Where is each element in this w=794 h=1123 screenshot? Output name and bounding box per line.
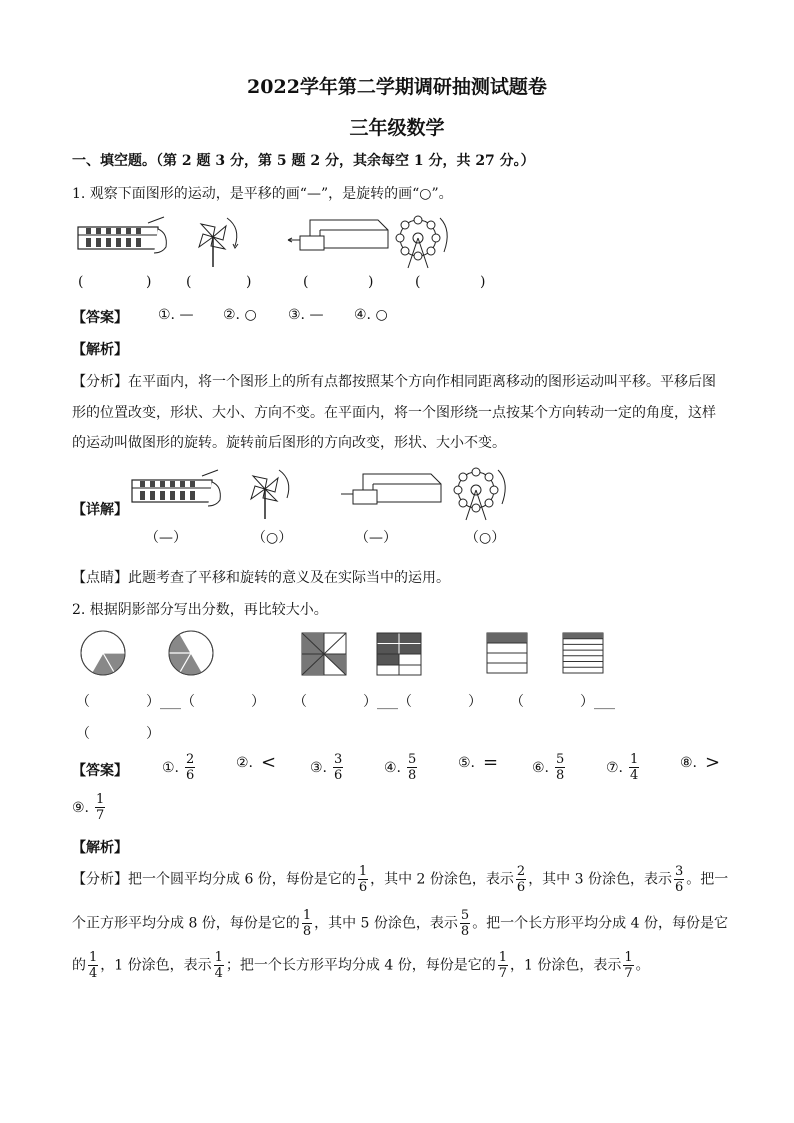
numerator: 2 <box>186 752 195 767</box>
numerator: 1 <box>96 792 105 807</box>
page-title: 2022学年第二学期调研抽测试题卷 <box>247 76 547 98</box>
q1-blank-1-open: ( <box>78 274 84 290</box>
answer-number: ④. <box>384 759 402 776</box>
rect-fraction-1-7 <box>563 633 603 673</box>
denominator: 8 <box>556 768 565 783</box>
denominator: 7 <box>96 808 105 823</box>
q2-answer-label: 【答案】 <box>72 763 128 779</box>
q2-answer-4 <box>384 752 419 783</box>
q1-blank-2-open: ( <box>186 274 192 290</box>
numerator: 5 <box>408 752 417 767</box>
question-2-text: 2. 根据阴影部分写出分数，再比较大小。 <box>72 602 328 618</box>
numerator: 1 <box>630 752 639 767</box>
q1-dianjing: 【点睛】此题考查了平移和旋转的意义及在实际当中的运用。 <box>72 570 450 586</box>
q2-answer-5 <box>458 752 498 773</box>
section-heading: 一、填空题。（第 2 题 3 分，第 5 题 2 分，其余每空 1 分，共 27 分。） <box>72 153 535 169</box>
square-fraction-5-8-triangles <box>302 633 346 675</box>
denominator: 6 <box>334 768 343 783</box>
answer-number: ⑥. <box>532 759 550 776</box>
ferris-wheel-figure-detail <box>448 464 518 524</box>
q1-analysis-label: 【解析】 <box>72 342 128 358</box>
answer-number: ①. <box>162 759 180 776</box>
denominator: 6 <box>186 768 195 783</box>
fraction-3-6 <box>674 864 684 895</box>
circle-fraction-2-6 <box>80 630 126 676</box>
answer-fraction <box>333 752 343 783</box>
fraction-1-7 <box>498 950 508 981</box>
q1-blank-1-close: ) <box>146 274 152 290</box>
text: 个正方形平均分成 8 份，每份是它的 <box>72 915 300 932</box>
q2-analysis-label: 【解析】 <box>72 840 128 856</box>
pinwheel-figure <box>193 212 253 270</box>
answer-fraction <box>185 752 195 783</box>
fraction-1-4 <box>88 950 98 981</box>
fraction-5-8 <box>460 908 470 939</box>
answer-number: ②. <box>236 754 254 771</box>
fraction-1-7 <box>623 950 633 981</box>
numerator: 3 <box>334 752 343 767</box>
num: 1 <box>358 864 368 879</box>
den: 7 <box>498 966 508 981</box>
answer-fraction <box>555 752 565 783</box>
answer-number: ③. <box>310 759 328 776</box>
q1-detail-mark-3: （—） <box>355 530 397 546</box>
num: 3 <box>675 864 684 879</box>
text: 【分析】把一个圆平均分成 6 份，每份是它的 <box>72 871 356 888</box>
answer-fraction <box>95 792 105 823</box>
q1-analysis-line-3: 的运动叫做图形的旋转。旋转前后图形的方向改变，形状、大小不变。 <box>72 435 506 451</box>
q2-answer-1 <box>162 752 197 783</box>
text: 。 <box>635 957 650 974</box>
q1-answer-3: ③. — <box>288 307 324 323</box>
num: 1 <box>89 950 98 965</box>
q2-answer-8 <box>680 752 720 773</box>
den: 7 <box>624 966 633 981</box>
answer-fraction <box>629 752 639 783</box>
text: ，其中 3 份涂色，表示 <box>528 871 672 888</box>
q2-blank-row-1: （ ）___（ ） （ ）___（ ） （ ）___ <box>76 694 615 710</box>
q1-answer-4: ④. ○ <box>354 307 388 323</box>
q1-detail-label: 【详解】 <box>72 502 128 518</box>
q2-answer-9 <box>72 792 107 823</box>
q2-answer-2 <box>236 752 276 773</box>
abacus-figure <box>76 215 171 265</box>
q1-analysis-line-2: 形的位置改变，形状、大小、方向不变。在平面内，将一个图形绕一点按某个方向转动一定的角度，这样 <box>72 405 716 421</box>
text: ，其中 2 份涂色，表示 <box>370 871 514 888</box>
fraction-1-4 <box>214 950 224 981</box>
den: 6 <box>675 880 684 895</box>
text: 。把一 <box>686 871 729 888</box>
comparison-symbol: > <box>705 752 721 773</box>
text: ，其中 5 份涂色，表示 <box>314 915 458 932</box>
q2-analysis-line-1 <box>72 864 728 895</box>
comparison-symbol: = <box>483 752 499 773</box>
den: 4 <box>214 966 223 981</box>
answer-number: ⑦. <box>606 759 624 776</box>
answer-number: ⑨. <box>72 799 90 816</box>
q2-blank-row-2: （ ） <box>76 726 160 742</box>
text: ；把一个长方形平均分成 4 份，每份是它的 <box>225 957 496 974</box>
answer-fraction <box>407 752 417 783</box>
den: 4 <box>89 966 98 981</box>
text: 。把一个长方形平均分成 4 份，每份是它 <box>472 915 728 932</box>
q1-detail-mark-2: （○） <box>252 530 293 546</box>
comparison-symbol: < <box>261 752 277 773</box>
fraction-2-6 <box>516 864 526 895</box>
q1-blank-3-close: ) <box>368 274 374 290</box>
ferris-wheel-figure <box>390 212 460 272</box>
denominator: 4 <box>630 768 639 783</box>
q2-answer-3 <box>310 752 345 783</box>
q1-detail-mark-1: （—） <box>145 530 187 546</box>
q1-answer-label: 【答案】 <box>72 310 128 326</box>
fraction-1-8 <box>302 908 312 939</box>
answer-number: ⑧. <box>680 754 698 771</box>
num: 2 <box>516 864 526 879</box>
q2-analysis-line-2 <box>72 908 728 939</box>
question-1-text: 1. 观察下面图形的运动，是平移的画“—”，是旋转的画“○”。 <box>72 186 453 202</box>
circle-fraction-3-6 <box>168 630 214 676</box>
drawer-figure <box>280 214 390 264</box>
q1-blank-3-open: ( <box>303 274 309 290</box>
text: 的 <box>72 957 86 974</box>
denominator: 8 <box>408 768 417 783</box>
answer-number: ⑤. <box>458 754 476 771</box>
q1-detail-mark-4: （○） <box>465 530 506 546</box>
fraction-1-6 <box>358 864 368 895</box>
q1-answer-1: ①. — <box>158 307 194 323</box>
q1-answer-2: ②. ○ <box>223 307 257 323</box>
q2-answer-6 <box>532 752 567 783</box>
q2-analysis-line-3 <box>72 950 650 981</box>
q1-analysis-line-1: 【分析】在平面内，将一个图形上的所有点都按照某个方向作相同距离移动的图形运动叫平移。平移后图 <box>72 374 716 390</box>
page-subtitle: 三年级数学 <box>349 117 445 139</box>
den: 8 <box>460 924 470 939</box>
q1-blank-4-open: ( <box>415 274 421 290</box>
den: 6 <box>358 880 368 895</box>
num: 1 <box>214 950 223 965</box>
den: 8 <box>302 924 312 939</box>
text: ，1 份涂色，表示 <box>100 957 212 974</box>
text: ，1 份涂色，表示 <box>510 957 622 974</box>
square-fraction-5-8-grid <box>377 633 421 675</box>
drawer-figure-detail <box>333 468 443 518</box>
abacus-figure-detail <box>130 468 225 518</box>
num: 1 <box>498 950 508 965</box>
num: 1 <box>624 950 633 965</box>
pinwheel-figure-detail <box>245 464 305 522</box>
q2-answer-7 <box>606 752 641 783</box>
q1-blank-2-close: ) <box>246 274 252 290</box>
q1-blank-4-close: ) <box>480 274 486 290</box>
num: 1 <box>302 908 312 923</box>
numerator: 5 <box>556 752 565 767</box>
rect-fraction-1-4 <box>487 633 527 673</box>
den: 6 <box>516 880 526 895</box>
num: 5 <box>460 908 470 923</box>
